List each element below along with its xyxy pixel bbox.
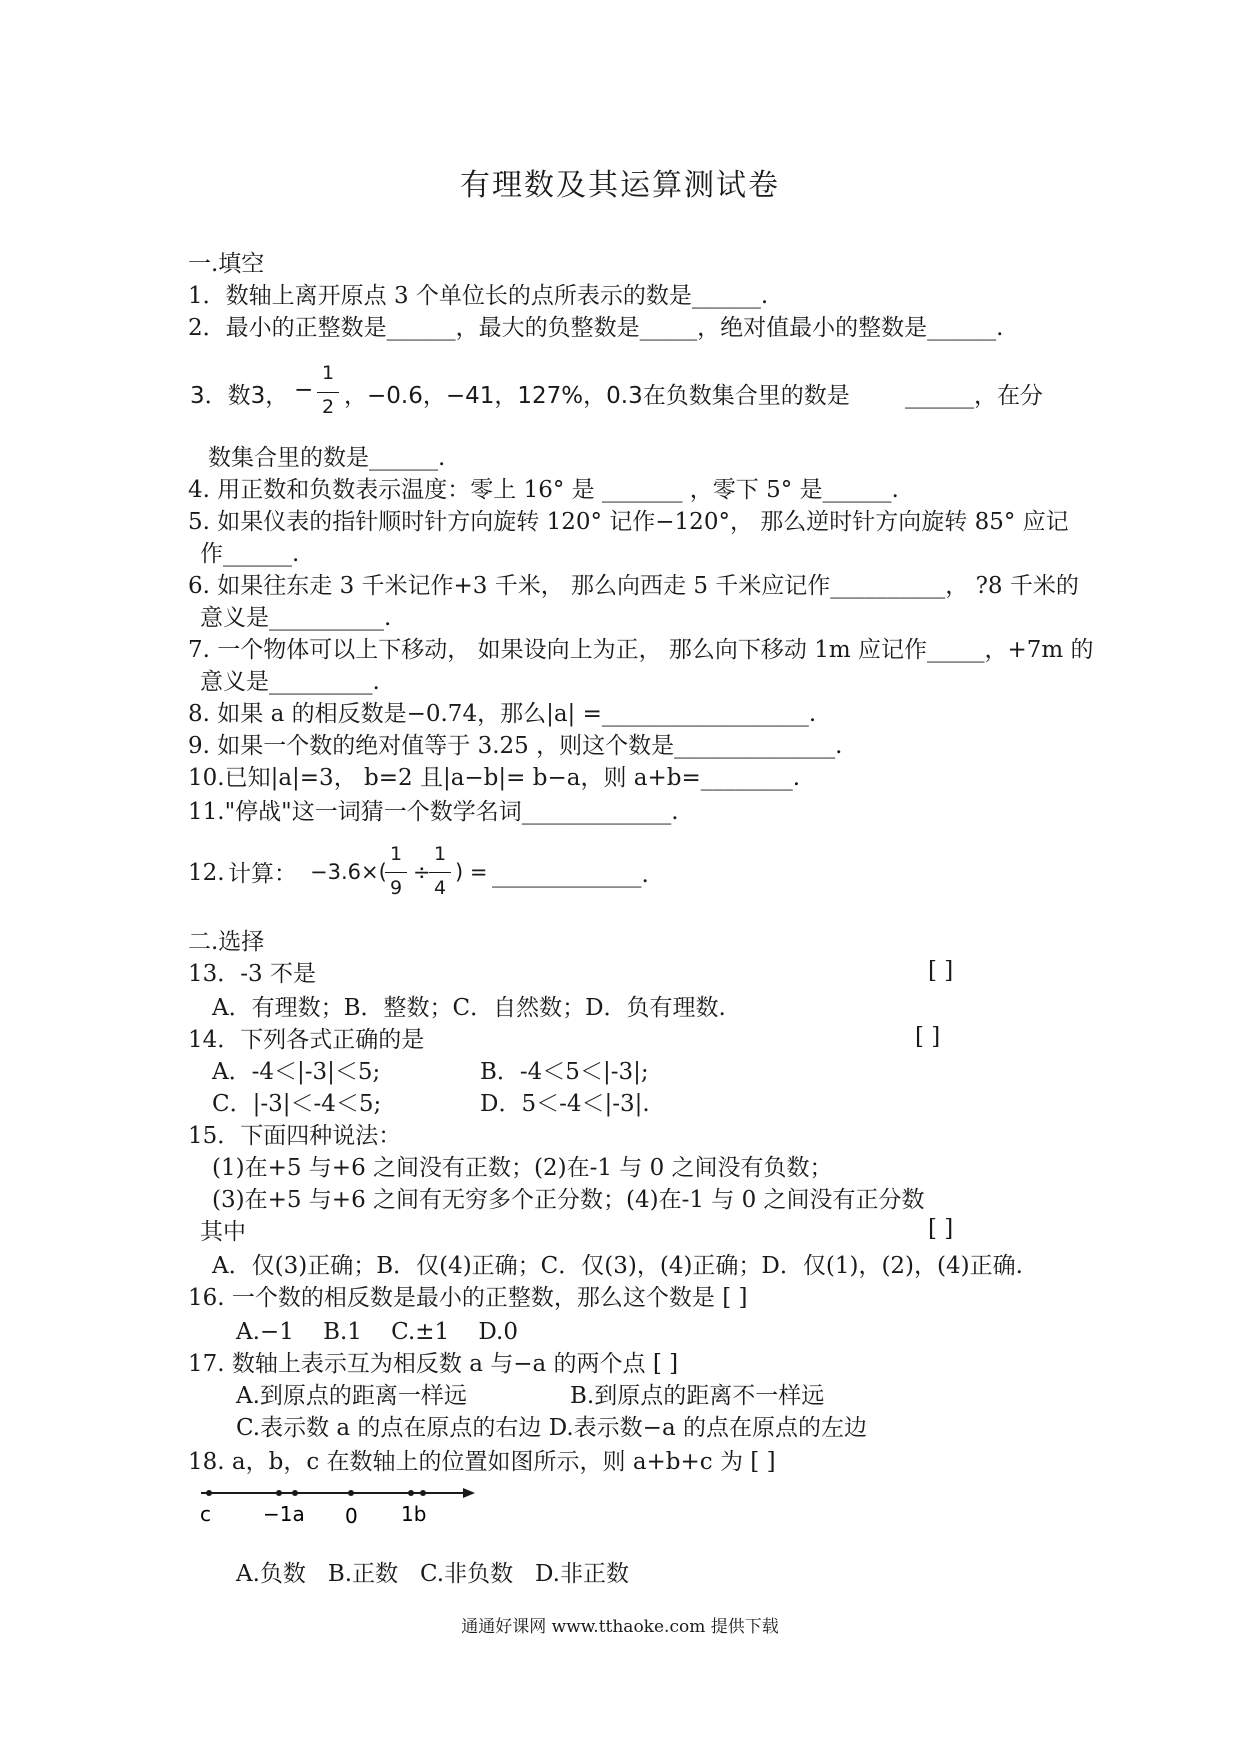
q12-f2-den: 4 — [433, 877, 447, 899]
section-heading-fill: 一.填空 — [188, 251, 265, 277]
q15-answer-bracket[interactable]: [ ] — [928, 1216, 954, 1242]
question-15: 15．下面四种说法： — [188, 1123, 402, 1149]
q12-f2-bar — [429, 872, 451, 873]
question-18: 18. a，b，c 在数轴上的位置如图所示，则 a+b+c 为 [ ] — [188, 1449, 776, 1475]
q3-frac-num: 1 — [321, 362, 335, 384]
question-3-cont: 数集合里的数是______. — [208, 445, 446, 471]
question-13: 13．-3 不是 — [188, 961, 316, 987]
question-14: 14．下列各式正确的是 — [188, 1027, 425, 1053]
question-9: 9. 如果一个数的绝对值等于 3.25 ，则这个数是______________. — [188, 733, 843, 759]
q3-rest: ，−0.6，−41，127%，0.3在负数集合里的数是 — [344, 383, 850, 409]
q15-statement-2: (3)在+5 与+6 之间有无穷多个正分数；(4)在-1 与 0 之间没有正分数 — [212, 1187, 925, 1213]
point-c — [206, 1490, 212, 1496]
point-zero — [348, 1490, 354, 1496]
question-6-cont: 意义是__________. — [200, 605, 392, 631]
label-minus-one-a: −1a — [263, 1502, 305, 1526]
q15-statement-3: 其中 — [200, 1219, 246, 1245]
number-line-arrow — [463, 1488, 475, 1498]
q12-prefix: 12. — [188, 860, 225, 886]
question-16: 16. 一个数的相反数是最小的正整数，那么这个数是 [ ] — [188, 1285, 748, 1311]
point-minus-one — [276, 1490, 282, 1496]
q3-frac-den: 2 — [321, 396, 335, 418]
q12-f2-num: 1 — [433, 843, 447, 865]
q12-f1-num: 1 — [389, 843, 403, 865]
q12-f1-bar — [385, 872, 407, 873]
q3-minus: − — [294, 377, 314, 403]
section-heading-choice: 二.选择 — [188, 929, 265, 955]
question-2: 2．最小的正整数是______，最大的负整数是_____，绝对值最小的整数是______. — [188, 315, 1004, 341]
question-16-options: A.−1 B.1 C.±1 D.0 — [236, 1319, 518, 1345]
question-7: 7. 一个物体可以上下移动， 如果设向上为正， 那么向下移动 1m 应记作_____，+7m 的 — [188, 637, 1094, 663]
page-title: 有理数及其运算测试卷 — [460, 168, 780, 203]
q12-blank: _____________. — [492, 862, 649, 888]
question-4: 4. 用正数和负数表示温度：零上 16° 是 _______ ，零下 5° 是______. — [188, 477, 899, 503]
q12-expr-start: −3.6×( — [310, 860, 387, 884]
q3-tail: ______，在分 — [905, 383, 1043, 409]
q14-option-a: A．-4＜|-3|＜5; — [212, 1059, 381, 1085]
question-5-cont: 作______. — [200, 541, 300, 567]
q13-answer-bracket[interactable]: [ ] — [928, 958, 954, 984]
label-zero: 0 — [345, 1504, 358, 1528]
q3-prefix: 3．数3， — [190, 383, 289, 409]
question-15-options: A．仅(3)正确；B．仅(4)正确；C．仅(3)，(4)正确；D．仅(1)，(2)，(4)正确. — [212, 1253, 1023, 1279]
question-11: 11."停战"这一词猜一个数学名词_____________. — [188, 799, 679, 825]
q12-f1-den: 9 — [389, 877, 403, 899]
number-line-figure — [195, 1485, 485, 1545]
question-6: 6. 如果往东走 3 千米记作+3 千米， 那么向西走 5 千米应记作__________， ?8 千米的 — [188, 573, 1079, 599]
q12-calc: 计算： — [228, 861, 297, 887]
q17-option-b: B.到原点的距离不一样远 — [570, 1383, 825, 1409]
point-b — [420, 1490, 426, 1496]
point-one — [408, 1490, 414, 1496]
q14-answer-bracket[interactable]: [ ] — [915, 1024, 941, 1050]
question-13-options: A．有理数；B．整数；C．自然数；D．负有理数. — [212, 995, 726, 1021]
question-8: 8. 如果 a 的相反数是−0.74，那么|a| =__________________. — [188, 701, 817, 727]
question-17: 17. 数轴上表示互为相反数 a 与−a 的两个点 [ ] — [188, 1351, 679, 1377]
question-7-cont: 意义是_________. — [200, 669, 380, 695]
question-5: 5. 如果仪表的指针顺时针方向旋转 120° 记作−120°， 那么逆时针方向旋转 85° 应记 — [188, 509, 1069, 535]
label-one-b: 1b — [401, 1502, 427, 1526]
q14-option-d: D．5＜-4＜|-3|. — [480, 1091, 650, 1117]
point-a — [292, 1490, 298, 1496]
q17-option-cd: C.表示数 a 的点在原点的右边 D.表示数−a 的点在原点的左边 — [236, 1415, 867, 1441]
q12-expr-end: ) = — [455, 860, 488, 884]
q15-statement-1: (1)在+5 与+6 之间没有正数；(2)在-1 与 0 之间没有负数； — [212, 1155, 833, 1181]
q3-frac-bar — [317, 392, 339, 393]
label-c: c — [200, 1502, 211, 1526]
q14-option-c: C．|-3|＜-4＜5; — [212, 1091, 382, 1117]
q12-op: ÷ — [413, 860, 431, 884]
question-10: 10.已知|a|=3， b=2 且|a−b|= b−a，则 a+b=________. — [188, 765, 801, 791]
q17-option-a: A.到原点的距离一样远 — [236, 1383, 467, 1409]
page-footer: 通通好课网 www.tthaoke.com 提供下载 — [461, 1617, 779, 1637]
question-18-options: A.负数 B.正数 C.非负数 D.非正数 — [236, 1561, 629, 1587]
q14-option-b: B．-4＜5＜|-3|; — [480, 1059, 649, 1085]
question-1: 1．数轴上离开原点 3 个单位长的点所表示的数是______. — [188, 283, 769, 309]
